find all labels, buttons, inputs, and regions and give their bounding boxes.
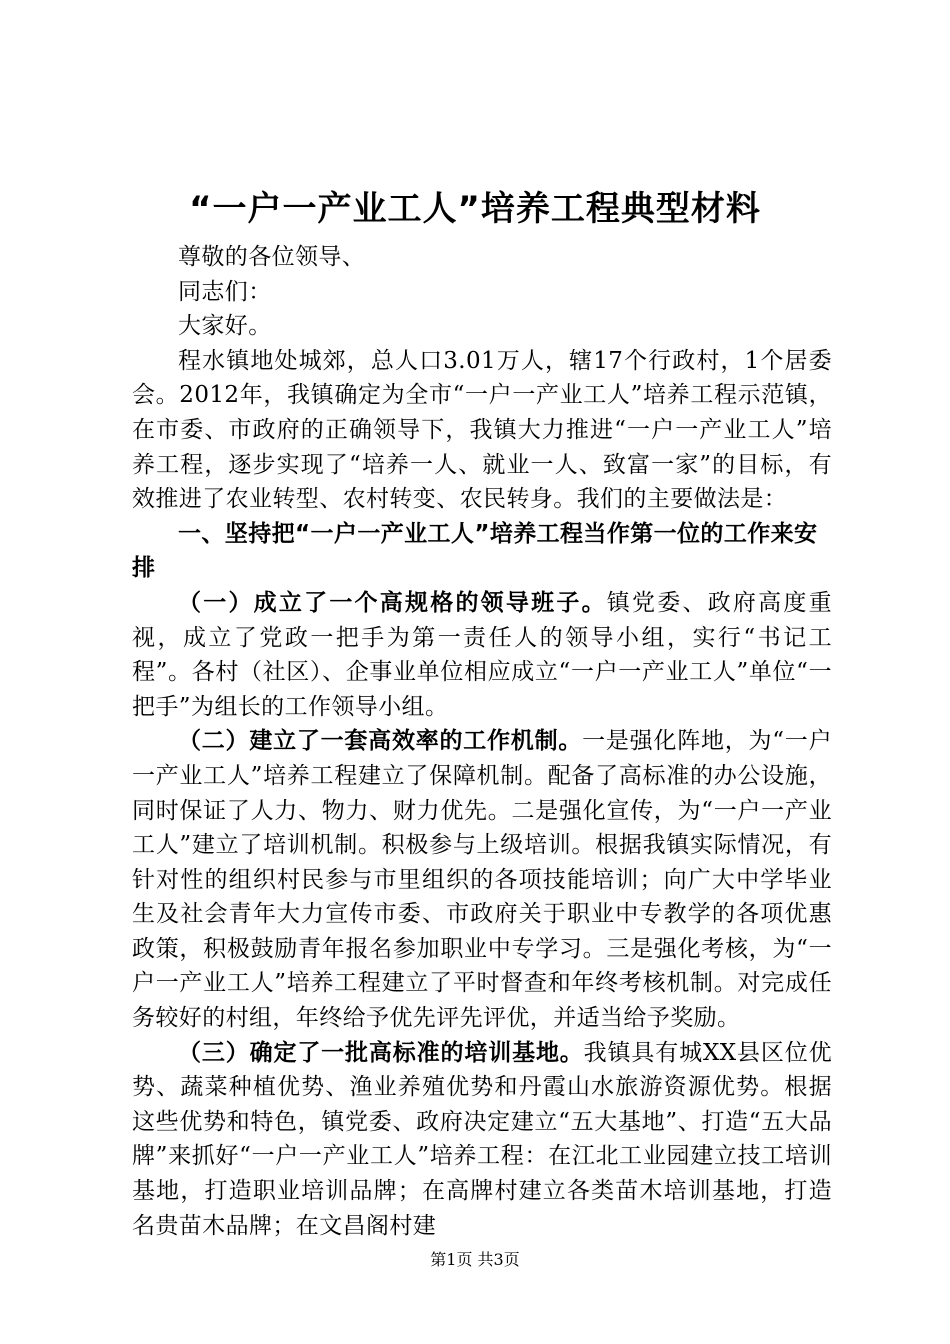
item-lead: （一）成立了一个高规格的领导班子。 <box>178 589 607 616</box>
section-heading: 一、坚持把“一户一产业工人”培养工程当作第一位的工作来安排 <box>132 520 818 582</box>
item-lead: （二）建立了一套高效率的工作机制。 <box>178 728 583 755</box>
page-footer: 第1页 共3页 <box>430 1250 520 1269</box>
item-paragraph <box>132 586 832 724</box>
item-paragraph <box>132 1036 832 1244</box>
document-title: “一户一产业工人”培养工程典型材料 <box>189 189 761 229</box>
item-paragraph <box>132 724 832 1035</box>
greeting-line: 大家好。 <box>178 313 272 340</box>
item-lead: （三）确定了一批高标准的培训基地。 <box>178 1039 584 1066</box>
greeting-line: 尊敬的各位领导、 <box>178 244 366 270</box>
greeting-line: 同志们： <box>178 278 272 305</box>
item-text: 镇党委、政府高度重视，成立了党政一把手为第一责任人的领导小组，实行“书记工程”。各村（社区）、企事业单位相应成立“一户一产业工人”单位“一把手”为组长的工作领导小组。 <box>132 589 832 720</box>
document-body <box>132 240 832 1243</box>
item-text: 我镇具有城XX县区位优势、蔬菜种植优势、渔业养殖优势和丹霞山水旅游资源优势。根据这些优势和特色，镇党委、政府决定建立“五大基地”、打造“五大品牌”来抓好“一户一产业工人”培养工程：在江北工业园建立技工培训基地，打造职业培训品牌；在高牌村建立各类苗木培训基地，打造名贵苗木品牌；在文昌阁村建 <box>132 1039 832 1239</box>
intro-paragraph: 程水镇地处城郊，总人口3.01万人，辖17个行政村，1个居委会。2012年，我镇确定为全市“一户一产业工人”培养工程示范镇，在市委、市政府的正确领导下，我镇大力推进“一户一产业工人”培养工程，逐步实现了“培养一人、就业一人、致富一家”的目标，有效推进了农业转型、农村转变、农民转身。我们的主要做法是： <box>132 347 832 513</box>
item-text: 一是强化阵地，为“一户一产业工人”培养工程建立了保障机制。配备了高标准的办公设施，同时保证了人力、物力、财力优先。二是强化宣传，为“一户一产业工人”建立了培训机制。积极参与上级培训。根据我镇实际情况，有针对性的组织村民参与市里组织的各项技能培训；向广大中学毕业生及社会青年大力宣传市委、市政府关于职业中专教学的各项优惠政策，积极鼓励青年报名参加职业中专学习。三是强化考核，为“一户一产业工人”培养工程建立了平时督查和年终考核机制。对完成任务较好的村组，年终给予优先评先评优，并适当给予奖励。 <box>132 728 832 1032</box>
